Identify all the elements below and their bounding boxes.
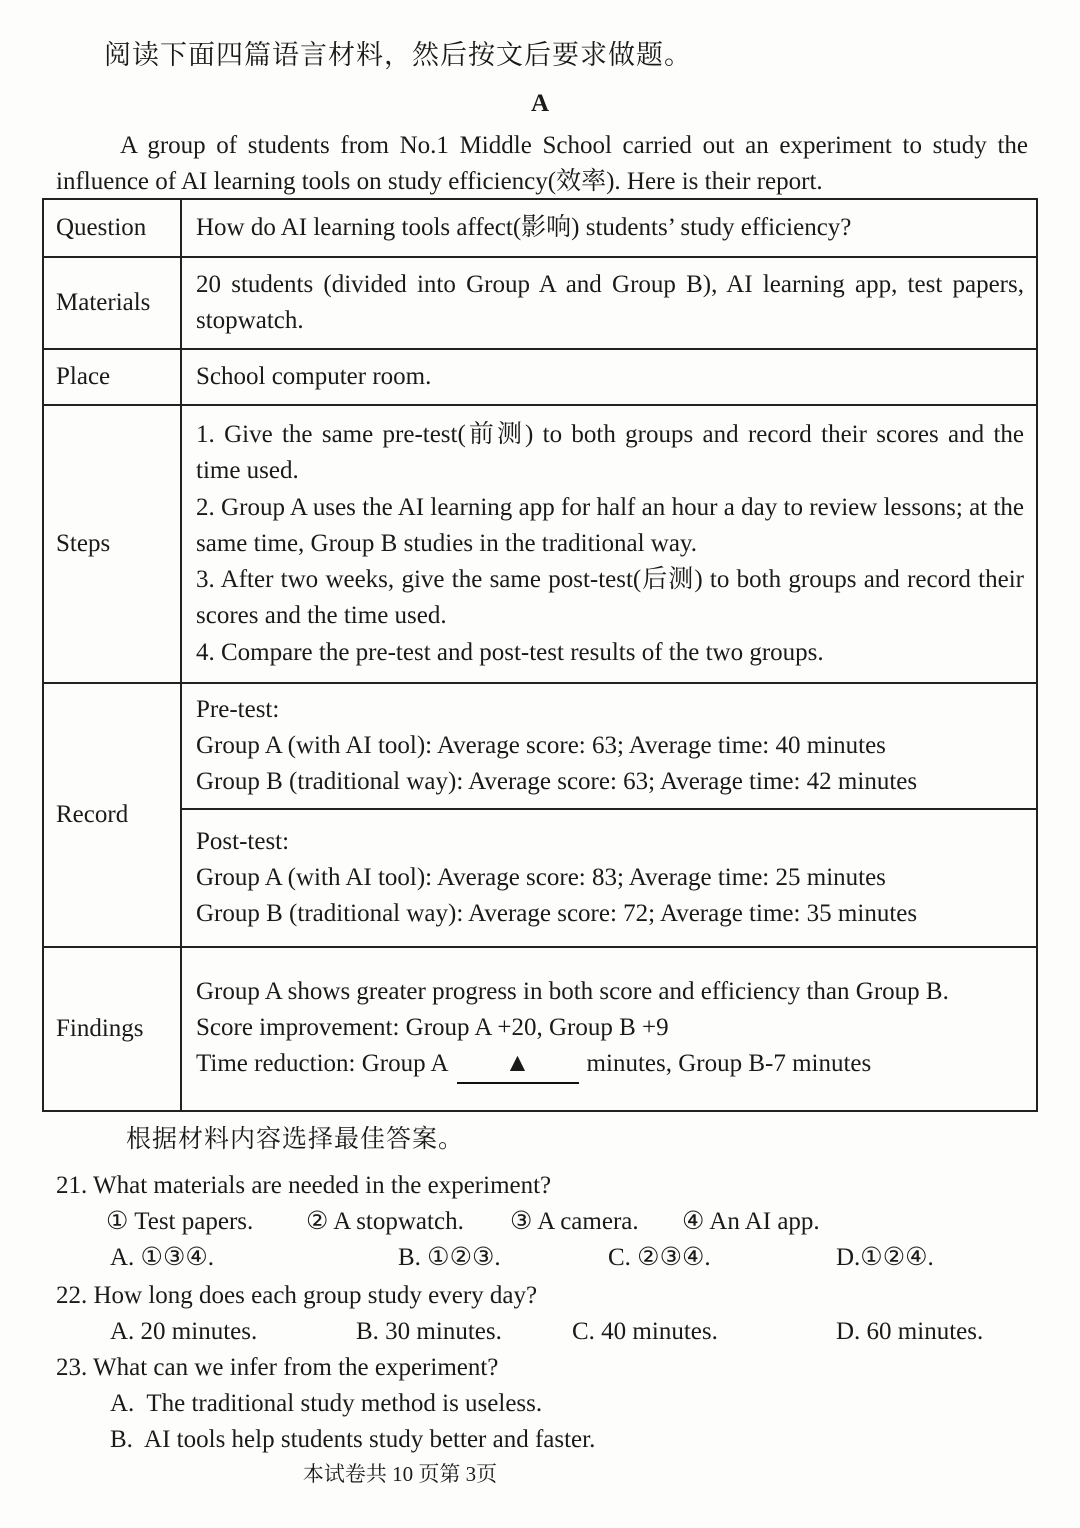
step-item: 2. Group A uses the AI learning app for half an hour a day to review lessons; at the same time, Group B studies in the traditional way. [196, 493, 1024, 557]
option-23-b[interactable]: B. AI tools help students study better and faster. [110, 1426, 596, 1453]
experiment-report-table [42, 198, 1038, 1112]
triangle-marker-icon: ▲ [504, 1048, 531, 1078]
row-materials [43, 257, 1037, 349]
time-reduction-rest: minutes, Group B-7 minutes [586, 1050, 872, 1078]
place-text: School computer room. [181, 349, 1037, 405]
post-test-record [181, 809, 1037, 947]
score-improvement: Score improvement: Group A +20, Group B +9 [196, 1013, 669, 1041]
materials-label: Materials [43, 257, 181, 349]
row-place [43, 349, 1037, 405]
row-record-post [43, 809, 1037, 947]
post-test-title: Post-test: [196, 827, 290, 855]
time-reduction [196, 1046, 1024, 1084]
pre-test-group-a: Group A (with AI tool): Average score: 63; Average time: 40 minutes [196, 731, 886, 759]
row-steps [43, 405, 1037, 683]
option-21-d[interactable]: D.①②④. [836, 1244, 934, 1271]
option-21-b[interactable]: B. ①②③. [398, 1244, 501, 1271]
row-findings [43, 947, 1037, 1111]
record-label: Record [43, 683, 181, 947]
step-item: 1. Give the same pre-test(前测) to both groups and record their scores and the time used. [196, 421, 1024, 485]
question-text: How do AI learning tools affect(影响) students’ study efficiency? [181, 199, 1037, 257]
steps-label: Steps [43, 405, 181, 683]
reading-instruction: 阅读下面四篇语言材料，然后按文后要求做题。 [104, 40, 692, 70]
findings-label: Findings [43, 947, 181, 1111]
post-test-group-a: Group A (with AI tool): Average score: 83; Average time: 25 minutes [196, 863, 886, 891]
materials-text: 20 students (divided into Group A and Group B), AI learning app, test papers, stopwatch. [181, 257, 1037, 349]
question-instruction: 根据材料内容选择最佳答案。 [126, 1126, 465, 1153]
findings-text [181, 947, 1037, 1111]
option-21-a[interactable]: A. ①③④. [110, 1244, 215, 1271]
option-23-a[interactable]: A. The traditional study method is useless. [110, 1390, 543, 1417]
section-heading: A [530, 90, 550, 117]
step-item: 3. After two weeks, give the same post-test(后测) to both groups and record their scores and the time used. [196, 566, 1024, 630]
question-label: Question [43, 199, 181, 257]
material-item-2: ② A stopwatch. [306, 1208, 464, 1235]
option-21-c[interactable]: C. ②③④. [608, 1244, 711, 1271]
row-record-pre [43, 683, 1037, 809]
page-footer: 本试卷共 10 页第 3页 [302, 1462, 498, 1486]
findings-summary: Group A shows greater progress in both score and efficiency than Group B. [196, 977, 949, 1005]
material-item-3: ③ A camera. [510, 1208, 639, 1235]
option-22-d[interactable]: D. 60 minutes. [836, 1318, 984, 1345]
pre-test-title: Pre-test: [196, 695, 280, 723]
option-22-c[interactable]: C. 40 minutes. [572, 1318, 718, 1345]
pre-test-group-b: Group B (traditional way): Average score: 63; Average time: 42 minutes [196, 768, 918, 796]
place-label: Place [43, 349, 181, 405]
option-22-b[interactable]: B. 30 minutes. [356, 1318, 502, 1345]
row-question [43, 199, 1037, 257]
option-22-a[interactable]: A. 20 minutes. [110, 1318, 258, 1345]
question-21: 21. What materials are needed in the experiment? [56, 1172, 552, 1199]
question-22: 22. How long does each group study every day? [56, 1282, 538, 1309]
steps-list [181, 405, 1037, 683]
step-item: 4. Compare the pre-test and post-test results of the two groups. [196, 638, 824, 666]
time-reduction-label: Time reduction: Group A [196, 1050, 449, 1078]
question-23: 23. What can we infer from the experiment? [56, 1354, 499, 1381]
material-item-4: ④ An AI app. [682, 1208, 820, 1235]
pre-test-record [181, 683, 1037, 809]
post-test-group-b: Group B (traditional way): Average score: 72; Average time: 35 minutes [196, 900, 918, 928]
passage-intro: A group of students from No.1 Middle School carried out an experiment to study the influence of AI learning tools on study efficiency(效率). Here is their report. [56, 132, 1028, 196]
answer-blank[interactable] [457, 1046, 579, 1084]
material-item-1: ① Test papers. [106, 1208, 254, 1235]
